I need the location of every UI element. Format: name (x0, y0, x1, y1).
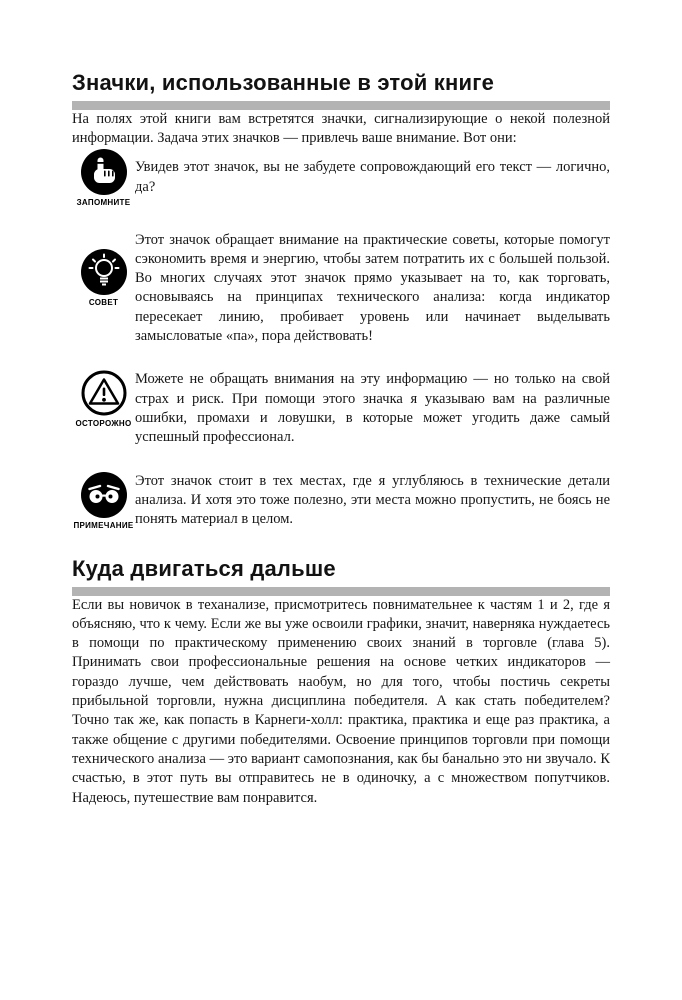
icon-caption: ОСТОРОЖНО (75, 419, 132, 429)
note-text: Этот значок стоит в тех местах, где я углубляюсь в технические детали анализа. И хотя это тоже полезно, эти места можно пропустить, не боясь не понять материал в целом. (135, 472, 610, 528)
heading-rule (72, 101, 610, 110)
note-item-warning (72, 370, 610, 447)
note-item-tip (72, 231, 610, 347)
icon-caption: ПРИМЕЧАНИЕ (73, 520, 134, 530)
closing-paragraph: Если вы новичок в теханализе, присмотритесь повнимательнее к частям 1 и 2, где я объясняю, что к чему. Если же вы уже освоили графики, значит, наверняка нуждаетесь в помощи по практическому применению своих знаний в торговле (глава 5). Принимать свои профессиональные решения на основе четких индикаторов — гораздо лучше, чем действовать наобум, но для того, чтобы постичь секреты прибыльной торговли, нужна дисциплина победителя. А как стать победителем? Точно так же, как попасть в Карнеги-холл: практика, практика и еще раз практика, а также общение с другими победителями. Освоение принципов торговли при помощи технического анализа — это вариант самопознания, как бы банально это ни звучало. К счастью, в этот путь вы отправитесь не в одиночку, а с множеством попутчиков. Надеюсь, путешествие вам понравится. (72, 596, 610, 806)
note-text: Увидев этот значок, вы не забудете сопровождающий его текст — логично, да? (135, 159, 610, 195)
heading-rule (72, 587, 610, 596)
note-text: Этот значок обращает внимание на практические советы, которые помогут сэкономить время и энергию, чтобы затем потратить их с большей пользой. Во многих случаях этот значок прямо указывает на то, как торговать, основываясь на принципах технического анализа: когда индикатор пересекает линию, пробивает уровень или начинает выделывать замысловатые «па», пора действовать! (135, 231, 610, 345)
icons-section (72, 70, 610, 530)
icon-caption: СОВЕТ (88, 297, 119, 307)
warning-triangle-icon (81, 370, 127, 416)
icon-column (72, 472, 135, 530)
section-title-whats-next: Куда двигаться дальше (72, 555, 336, 581)
icon-column (72, 370, 135, 428)
intro-paragraph: На полях этой книги вам встретятся значки, сигнализирующие о некой полезной информации. Задача этих значков — привлечь ваше внимание. Вот они: (72, 111, 610, 147)
nerd-glasses-icon (81, 472, 127, 518)
note-item-technical (72, 472, 610, 530)
lightbulb-icon (81, 249, 127, 295)
note-item-remember (72, 149, 610, 207)
pointing-hand-icon (81, 149, 127, 195)
note-text: Можете не обращать внимания на эту информацию — но только на свой страх и риск. При помощи этого значка я указываю вам на различные ошибки, промахи и ловушки, в которые может угодить даже самый успешный профессионал. (135, 371, 610, 446)
section-title-icons: Значки, использованные в этой книге (72, 70, 495, 95)
icon-caption: ЗАПОМНИТЕ (76, 197, 131, 207)
icon-column (72, 231, 135, 307)
whats-next-section (72, 556, 610, 808)
icon-column (72, 149, 135, 207)
